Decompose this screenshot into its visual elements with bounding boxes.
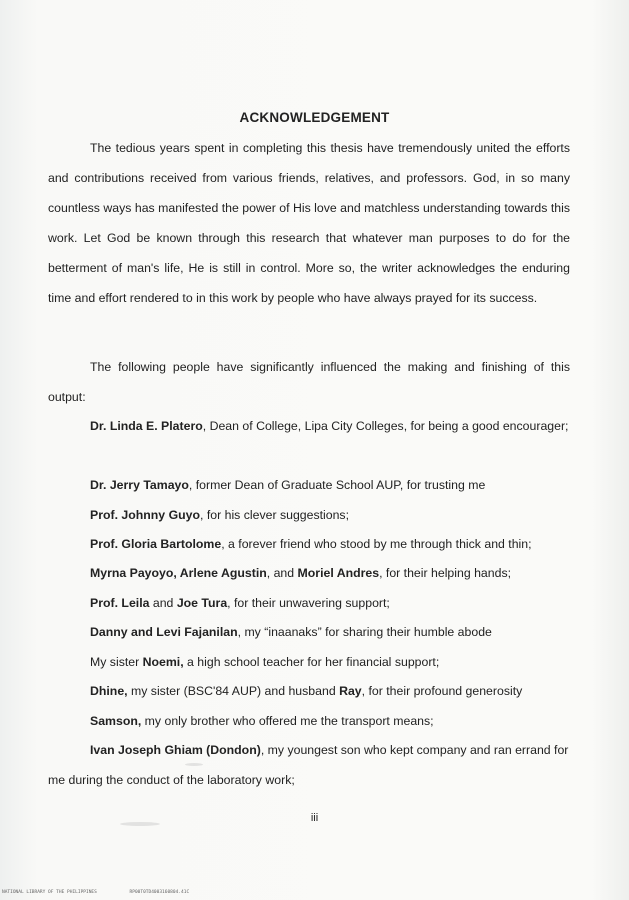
- footer-code-label: RP00T0TD4003160804.41C: [129, 890, 190, 895]
- entry-name: Dr. Jerry Tamayo: [90, 478, 189, 492]
- entry-text: a high school teacher for her financial support;: [183, 655, 440, 669]
- entry-text: , my youngest son who kept company and ran errand for me during the conduct of the laboratory work;: [48, 743, 569, 787]
- acknowledgement-entry: [90, 647, 580, 677]
- acknowledgement-entry: [90, 500, 580, 530]
- intro-paragraph: The tedious years spent in completing this thesis have tremendously united the efforts and contributions received from various friends, relatives, and professors. God, in so many countless ways has manifested the power of His love and matchless understanding towards this work. Let God be known through this research that whatever man purposes to do for the betterment of man's life, He is still in control. More so, the writer acknowledges the enduring time and effort rendered to in this work by people who have always prayed for its success.: [48, 141, 570, 305]
- entry-text: , former Dean of Graduate School AUP, for trusting me: [188, 478, 486, 492]
- acknowledgement-entry: [90, 558, 580, 588]
- acknowledgement-entry: [90, 676, 580, 706]
- entry-name: Ray: [339, 684, 362, 698]
- entry-text: My sister: [90, 655, 143, 669]
- entry-name: Danny and Levi Fajanilan: [90, 625, 238, 639]
- entry-text: my sister (BSC'84 AUP) and husband: [127, 684, 340, 698]
- scan-footer: [2, 890, 219, 895]
- acknowledgement-entry: [90, 706, 580, 736]
- entry-name: Myrna Payoyo, Arlene Agustin: [90, 566, 267, 580]
- entry-name: Samson,: [90, 714, 142, 728]
- entry-text: , for their helping hands;: [379, 566, 512, 580]
- entry-name: Prof. Johnny Guyo: [90, 508, 200, 522]
- acknowledgement-entry: [48, 411, 578, 441]
- entry-name: Prof. Gloria Bartolome: [90, 537, 222, 551]
- scan-smudge: [120, 822, 160, 826]
- acknowledgement-entry: [90, 529, 580, 559]
- entry-text: , Dean of College, Lipa City Colleges, for being a good encourager;: [202, 419, 569, 433]
- entry-text: and: [149, 596, 177, 610]
- page-title: ACKNOWLEDGEMENT: [239, 110, 390, 125]
- entry-name: Prof. Leila: [90, 596, 150, 610]
- footer-library-label: NATIONAL LIBRARY OF THE PHILIPPINES: [2, 890, 97, 895]
- entry-text: , my “inaanaks” for sharing their humble abode: [237, 625, 492, 639]
- acknowledgement-entry: [48, 735, 578, 795]
- entry-name: Ivan Joseph Ghiam (Dondon): [90, 743, 261, 757]
- acknowledgement-entry: [90, 470, 580, 500]
- entry-text: , and: [266, 566, 298, 580]
- scan-smudge: [185, 763, 203, 766]
- entry-text: , for his clever suggestions;: [200, 508, 349, 522]
- entry-name: Moriel Andres: [297, 566, 380, 580]
- acknowledgement-entry: [90, 617, 580, 647]
- entry-text: , for their unwavering support;: [227, 596, 390, 610]
- page-number: iii: [310, 812, 319, 824]
- entry-text: , a forever friend who stood by me through thick and thin;: [221, 537, 532, 551]
- acknowledgement-entry: [90, 588, 580, 618]
- entry-name: Noemi,: [142, 655, 184, 669]
- entry-text: my only brother who offered me the transport means;: [141, 714, 434, 728]
- entry-name: Dr. Linda E. Platero: [90, 419, 203, 433]
- entry-name: Dhine,: [90, 684, 128, 698]
- entry-name: Joe Tura: [176, 596, 228, 610]
- entry-text: , for their profound generosity: [361, 684, 523, 698]
- people-intro-paragraph: The following people have significantly influenced the making and finishing of this output:: [48, 360, 570, 404]
